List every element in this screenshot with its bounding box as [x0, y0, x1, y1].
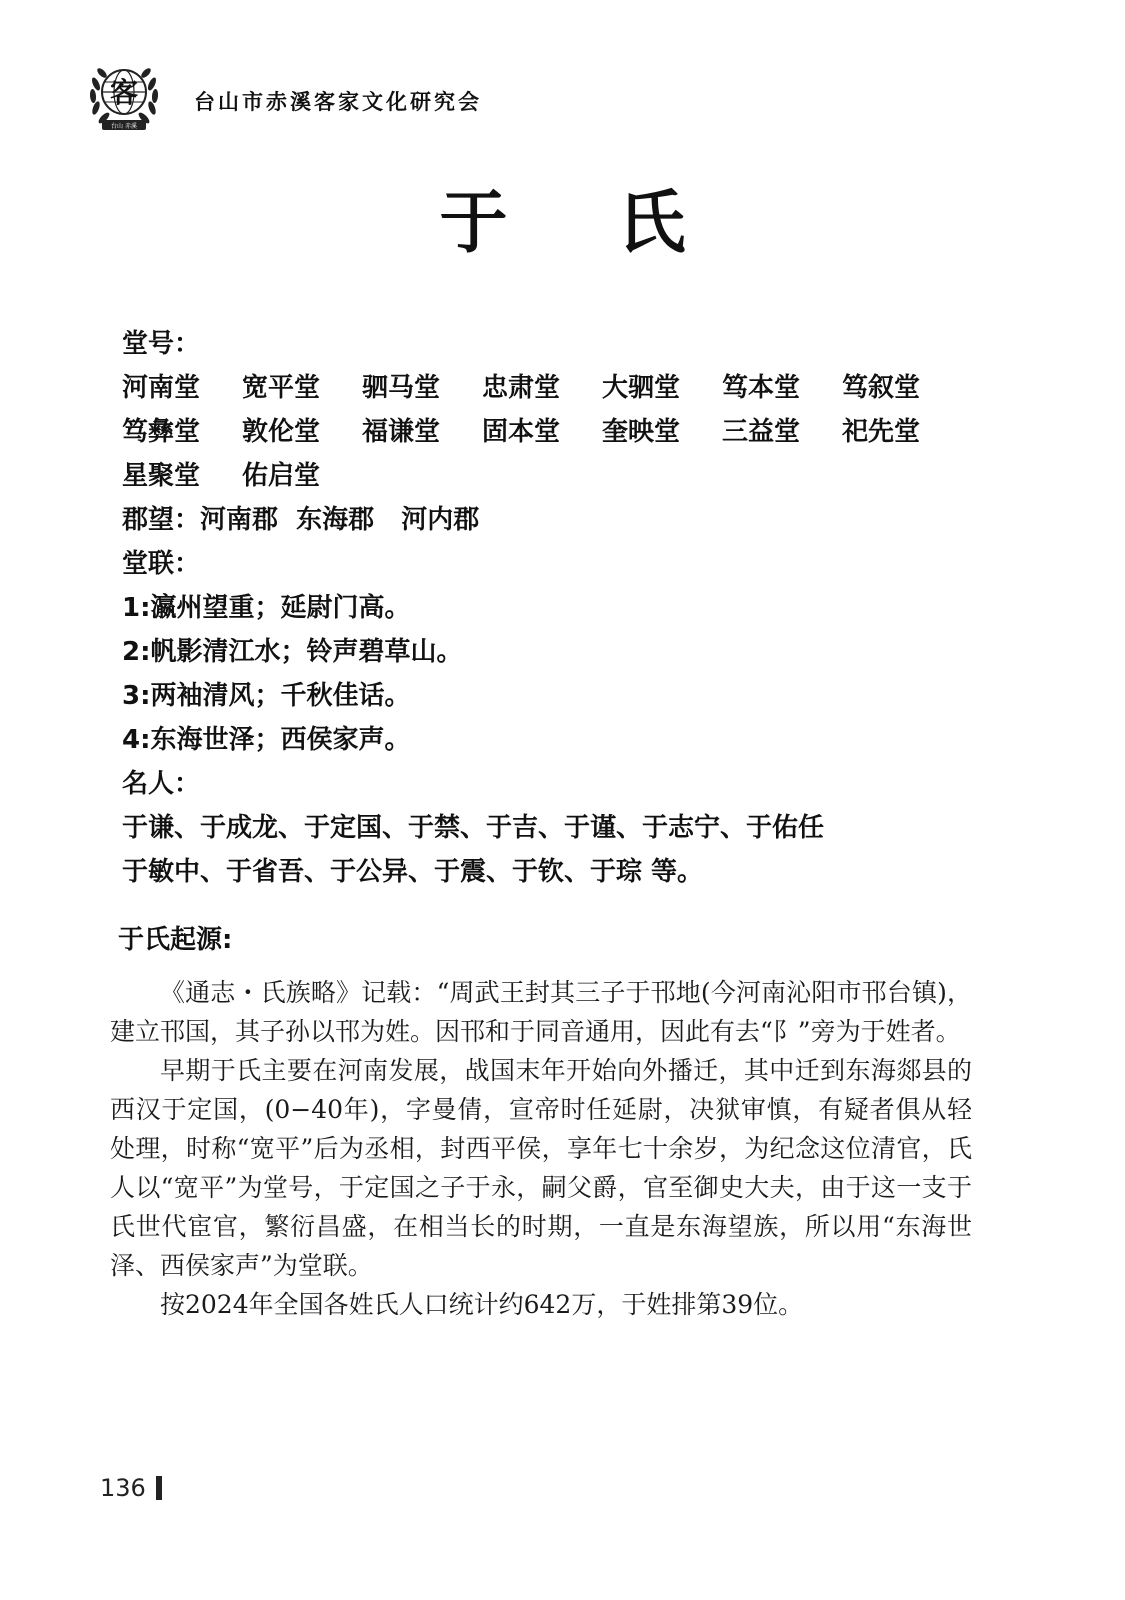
hall-name: 固本堂 [482, 417, 561, 447]
couplet-line: 1:瀛州望重；延尉门高。 [122, 593, 411, 623]
page-header [84, 54, 482, 134]
page-title [0, 178, 1125, 268]
origin-paragraph: 早期于氏主要在河南发展，战国末年开始向外播迁，其中迁到东海郯县的西汉于定国，(0−40年)，字曼倩，宣帝时任延尉，决狱审慎，有疑者俱从轻处理，时称“宽平”后为丞相，封西平侯，享年七十余岁，为纪念这位清官，氏人以“宽平”为堂号，于定国之子于永，嗣父爵，官至御史大夫，由于这一支于氏世代宦官，繁衍昌盛，在相当长的时期，一直是东海望族，所以用“东海世泽、西侯家声”为堂联。 [110, 1056, 972, 1280]
couplet-line: 4:东海世泽；西侯家声。 [122, 725, 411, 755]
famous-label: 名人： [122, 769, 201, 799]
hall-name: 河南堂 [122, 373, 201, 403]
junwang-line: 郡望：河南郡 东海郡 河内郡 [122, 505, 480, 535]
logo-banner-text: 台山 赤溪 [111, 123, 137, 130]
association-logo-icon [84, 54, 164, 134]
page-number: 136 [100, 1474, 146, 1502]
famous-line: 于敏中、于省吾、于公异、于震、于钦、于琮 等。 [122, 857, 704, 887]
origin-body [110, 973, 972, 1324]
organization-name: 台山市赤溪客家文化研究会 [194, 89, 482, 114]
hall-name: 佑启堂 [242, 461, 321, 491]
hall-name: 三益堂 [722, 417, 801, 447]
hall-name: 宽平堂 [242, 373, 321, 403]
logo-character: 客 [109, 76, 139, 109]
hall-list [122, 366, 1002, 498]
hall-name: 福谦堂 [362, 417, 441, 447]
hall-name: 奎映堂 [602, 417, 681, 447]
hall-name: 笃本堂 [722, 373, 801, 403]
hall-name: 敦伦堂 [242, 417, 321, 447]
couplet-line: 3:两袖清风；千秋佳话。 [122, 681, 411, 711]
clan-info [122, 322, 1002, 894]
hall-name: 驷马堂 [362, 373, 441, 403]
page-footer [100, 1470, 162, 1506]
hall-name: 星聚堂 [122, 461, 201, 491]
hall-name: 祀先堂 [842, 417, 921, 447]
origin-paragraph: 《通志・氏族略》记载：“周武王封其三子于邗地(今河南沁阳市邗台镇)，建立邗国，其子孙以邗为姓。因邗和于同音通用，因此有去“阝”旁为于姓者。 [110, 978, 972, 1046]
hall-name: 笃叙堂 [842, 373, 921, 403]
hall-name: 笃彝堂 [122, 417, 201, 447]
couplet-line: 2:帆影清江水；铃声碧草山。 [122, 637, 463, 667]
origin-paragraph: 按2024年全国各姓氏人口统计约642万，于姓排第39位。 [160, 1290, 804, 1319]
hall-name: 忠肃堂 [482, 373, 561, 403]
hall-name: 大驷堂 [602, 373, 681, 403]
couplet-label: 堂联： [122, 549, 201, 579]
title-char-shi: 氏 [617, 183, 686, 263]
title-char-surname: 于 [439, 183, 508, 263]
hall-label: 堂号： [122, 329, 201, 359]
origin-heading: 于氏起源: [118, 925, 233, 955]
page-number-bar [156, 1476, 162, 1500]
famous-line: 于谦、于成龙、于定国、于禁、于吉、于谨、于志宁、于佑任 [122, 813, 825, 843]
